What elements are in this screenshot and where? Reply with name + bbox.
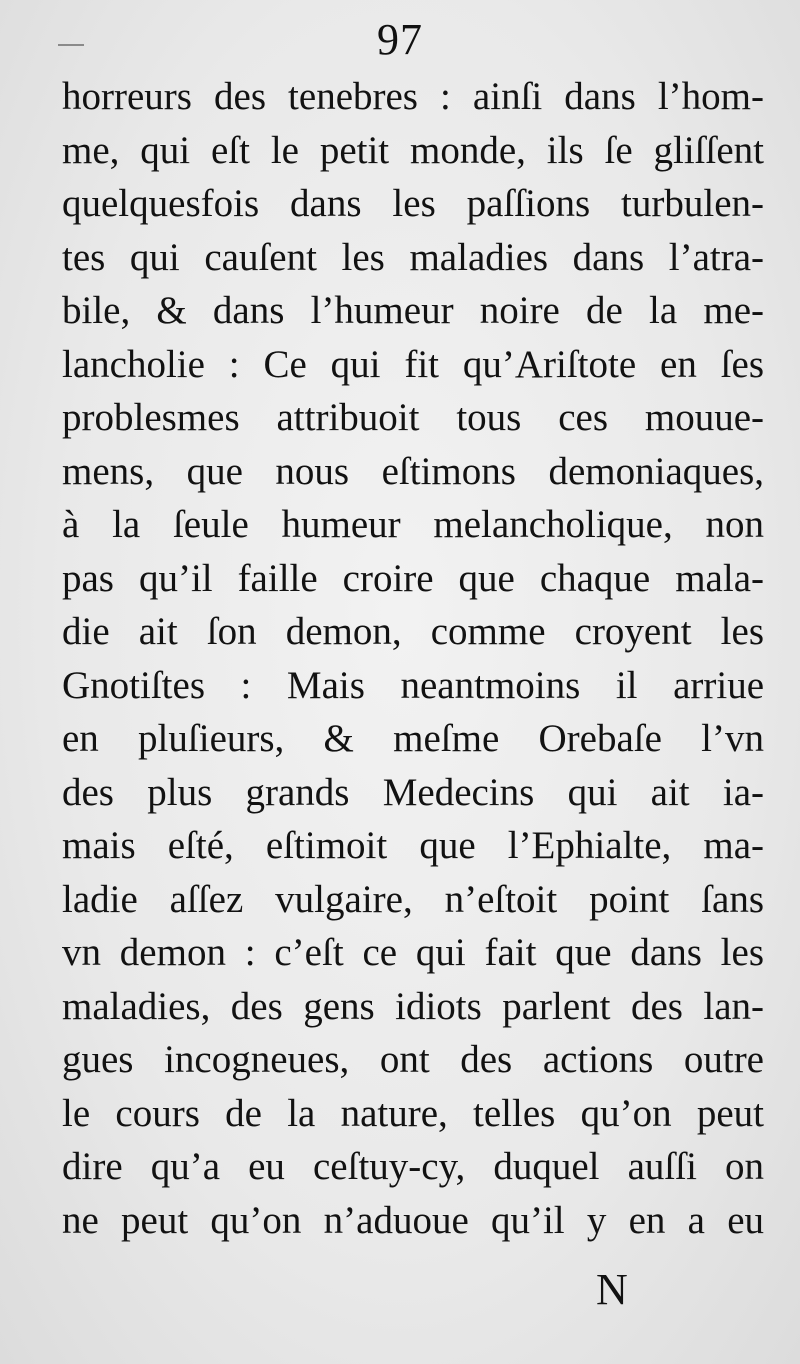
- text-line: pas qu’il faille croire que chaque mala-: [62, 556, 764, 600]
- text-line: quelquesfois dans les paſſions turbulen-: [62, 182, 764, 225]
- text-line: horreurs des tenebres : ainſi dans l’hom-: [62, 75, 764, 118]
- text-line: Gnotiſtes : Mais neantmoins il arriue: [62, 663, 764, 707]
- text-line: me, qui eſt le petit monde, ils ſe gliſſent: [62, 128, 764, 172]
- text-line: die ait ſon demon, comme croyent les: [62, 610, 764, 653]
- text-line: en pluſieurs, & meſme Orebaſe l’vn: [62, 717, 764, 760]
- text-line: des plus grands Medecins qui ait ia-: [62, 770, 764, 814]
- page-number: 97: [377, 15, 423, 64]
- text-line: ne peut qu’on n’aduoue qu’il y en a eu: [62, 1198, 764, 1242]
- text-line: bile, & dans l’humeur noire de la me-: [62, 289, 764, 332]
- signature-mark: N: [596, 1265, 628, 1314]
- text-line: vn demon : c’eſt ce qui fait que dans les: [62, 931, 764, 974]
- text-line: tes qui cauſent les maladies dans l’atra-: [62, 235, 764, 279]
- text-line: mais eſté, eſtimoit que l’Ephialte, ma-: [62, 824, 764, 867]
- text-line: lancholie : Ce qui fit qu’Ariſtote en ſes: [62, 342, 764, 386]
- text-line: le cours de la nature, telles qu’on peut: [62, 1091, 764, 1135]
- text-line: problesmes attribuoit tous ces mouue-: [62, 396, 764, 439]
- text-line: mens, que nous eſtimons demoniaques,: [62, 449, 764, 493]
- text-line: maladies, des gens idiots parlent des lan-: [62, 984, 764, 1028]
- text-line: ladie aſſez vulgaire, n’eſtoit point ſans: [62, 877, 764, 921]
- text-line: gues incogneues, ont des actions outre: [62, 1038, 764, 1081]
- text-line: à la ſeule humeur melancholique, non: [62, 503, 764, 546]
- body-text: [62, 70, 764, 1247]
- text-line: dire qu’a eu ceſtuy-cy, duquel auſſi on: [62, 1145, 764, 1188]
